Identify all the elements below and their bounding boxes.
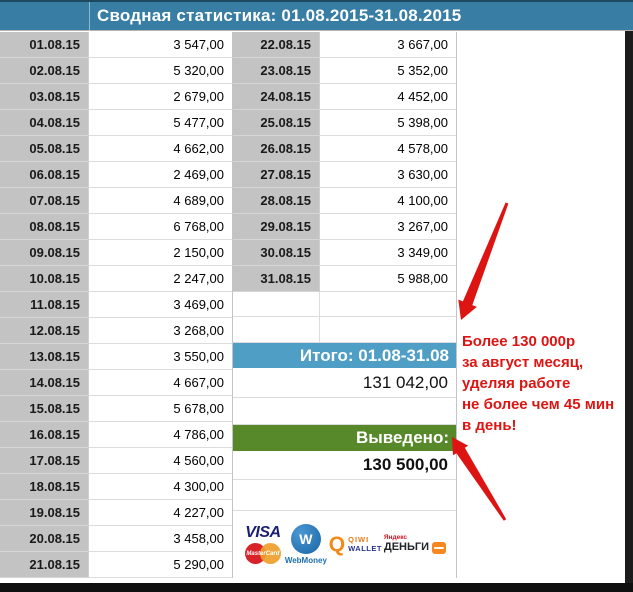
date-cell: 08.08.15 (0, 214, 89, 240)
table-row (233, 266, 456, 292)
annotation-text (462, 331, 624, 436)
table-left-column (0, 32, 233, 578)
table-row (233, 188, 456, 214)
table-row (0, 474, 232, 500)
date-cell: 26.08.15 (233, 136, 320, 162)
header-bar (0, 2, 633, 31)
date-cell: 10.08.15 (0, 266, 89, 292)
empty-row (233, 317, 456, 343)
total-value: 131 042,00 (233, 368, 456, 398)
arrow-down-left-icon (458, 203, 508, 321)
header-column-divider (89, 2, 90, 31)
empty-row (233, 292, 456, 318)
table-row (0, 188, 232, 214)
annotation-line: за август месяц, (462, 354, 584, 371)
date-cell: 09.08.15 (0, 240, 89, 266)
date-cell: 15.08.15 (0, 396, 89, 422)
date-cell: 31.08.15 (233, 266, 320, 292)
table-row (0, 526, 232, 552)
qiwi-wordmark: QIWI (348, 534, 370, 544)
table-row (0, 84, 232, 110)
value-cell: 4 560,00 (89, 448, 232, 474)
table-row (0, 344, 232, 370)
right-dark-edge (625, 31, 633, 592)
qiwi-wallet-wordmark: WALLET (348, 543, 382, 553)
date-cell: 02.08.15 (0, 58, 89, 84)
table-row (0, 500, 232, 526)
value-cell: 4 667,00 (89, 370, 232, 396)
table-row (233, 84, 456, 110)
date-cell: 17.08.15 (0, 448, 89, 474)
value-cell: 4 662,00 (89, 136, 232, 162)
date-cell: 03.08.15 (0, 84, 89, 110)
visa-logo (243, 525, 283, 564)
qiwi-logo (329, 534, 382, 555)
date-cell: 06.08.15 (0, 162, 89, 188)
empty-row (233, 398, 456, 425)
webmoney-globe-icon: W (291, 524, 321, 554)
value-cell: 4 227,00 (89, 500, 232, 526)
date-cell: 18.08.15 (0, 474, 89, 500)
yandex-money-wordmark: ДЕНЬГИ (383, 541, 430, 554)
date-cell: 29.08.15 (233, 214, 320, 240)
payment-methods (233, 511, 456, 578)
value-cell: 5 290,00 (89, 552, 232, 578)
value-cell: 3 469,00 (89, 292, 232, 318)
table-row (0, 396, 232, 422)
value-cell: 4 300,00 (89, 474, 232, 500)
annotation-line: в день! (462, 417, 517, 434)
date-cell: 04.08.15 (0, 110, 89, 136)
table-row (0, 58, 232, 84)
yandex-money-logo (384, 535, 446, 553)
date-cell: 07.08.15 (0, 188, 89, 214)
date-cell: 25.08.15 (233, 110, 320, 136)
date-cell: 16.08.15 (0, 422, 89, 448)
value-cell: 5 678,00 (89, 396, 232, 422)
table-row (233, 214, 456, 240)
webmoney-wordmark: WebMoney (284, 556, 327, 566)
date-cell: 13.08.15 (0, 344, 89, 370)
table-row (0, 318, 232, 344)
empty-cell (320, 292, 456, 318)
date-cell: 22.08.15 (233, 32, 320, 58)
date-cell: 05.08.15 (0, 136, 89, 162)
value-cell: 6 768,00 (89, 214, 232, 240)
value-cell: 4 689,00 (89, 188, 232, 214)
value-cell: 3 267,00 (320, 214, 456, 240)
table-row (0, 136, 232, 162)
value-cell: 4 100,00 (320, 188, 456, 214)
value-cell: 3 547,00 (89, 32, 232, 58)
table-row (0, 422, 232, 448)
page-title: Сводная статистика: 01.08.2015-31.08.2015 (97, 6, 462, 25)
withdrawn-header: Выведено: (233, 425, 456, 451)
table-row (233, 162, 456, 188)
value-cell: 2 469,00 (89, 162, 232, 188)
annotation-line: Более 130 000р (462, 333, 576, 350)
annotation-line: уделяя работе (462, 375, 571, 392)
empty-row (233, 480, 456, 511)
value-cell: 4 578,00 (320, 136, 456, 162)
visa-wordmark: VISA (245, 524, 281, 542)
table-row (0, 214, 232, 240)
empty-cell (233, 317, 320, 343)
table-row (0, 162, 232, 188)
value-cell: 3 667,00 (320, 32, 456, 58)
table-row (233, 58, 456, 84)
date-cell: 21.08.15 (0, 552, 89, 578)
table-row (0, 110, 232, 136)
value-cell: 3 349,00 (320, 240, 456, 266)
date-cell: 24.08.15 (233, 84, 320, 110)
value-cell: 5 988,00 (320, 266, 456, 292)
value-cell: 4 452,00 (320, 84, 456, 110)
empty-cell (320, 317, 456, 343)
withdrawn-value: 130 500,00 (233, 451, 456, 480)
date-cell: 30.08.15 (233, 240, 320, 266)
date-cell: 14.08.15 (0, 370, 89, 396)
value-cell: 5 320,00 (89, 58, 232, 84)
mastercard-logo (243, 543, 283, 564)
table-row (233, 110, 456, 136)
bottom-dark-edge (0, 583, 633, 592)
value-cell: 3 458,00 (89, 526, 232, 552)
table-row (0, 266, 232, 292)
table-row (0, 448, 232, 474)
date-cell: 19.08.15 (0, 500, 89, 526)
annotation-line: не более чем 45 мин (462, 396, 615, 413)
date-cell: 01.08.15 (0, 32, 89, 58)
date-cell: 12.08.15 (0, 318, 89, 344)
date-cell: 20.08.15 (0, 526, 89, 552)
value-cell: 3 550,00 (89, 344, 232, 370)
table-row (233, 136, 456, 162)
empty-cell (233, 292, 320, 318)
value-cell: 2 679,00 (89, 84, 232, 110)
right-date-rows (233, 32, 456, 292)
value-cell: 4 786,00 (89, 422, 232, 448)
mastercard-wordmark: MasterCard (246, 550, 280, 557)
table-right-column (233, 32, 457, 578)
table-row (0, 240, 232, 266)
value-cell: 3 268,00 (89, 318, 232, 344)
value-cell: 3 630,00 (320, 162, 456, 188)
qiwi-q-icon: Q (328, 533, 346, 557)
webmoney-logo (285, 524, 327, 565)
table-row (0, 292, 232, 318)
value-cell: 5 477,00 (89, 110, 232, 136)
date-cell: 28.08.15 (233, 188, 320, 214)
value-cell: 2 150,00 (89, 240, 232, 266)
total-header: Итого: 01.08-31.08 (233, 343, 456, 368)
yandex-wordmark: Яндекс (383, 534, 407, 542)
table-row (233, 240, 456, 266)
table-row (0, 32, 232, 58)
date-cell: 11.08.15 (0, 292, 89, 318)
arrow-up-left-icon (452, 437, 506, 521)
value-cell: 2 247,00 (89, 266, 232, 292)
table-row (0, 370, 232, 396)
value-cell: 5 398,00 (320, 110, 456, 136)
table-row (0, 552, 232, 578)
value-cell: 5 352,00 (320, 58, 456, 84)
date-cell: 27.08.15 (233, 162, 320, 188)
date-cell: 23.08.15 (233, 58, 320, 84)
yandex-purse-icon (432, 542, 446, 554)
table-row (233, 32, 456, 58)
